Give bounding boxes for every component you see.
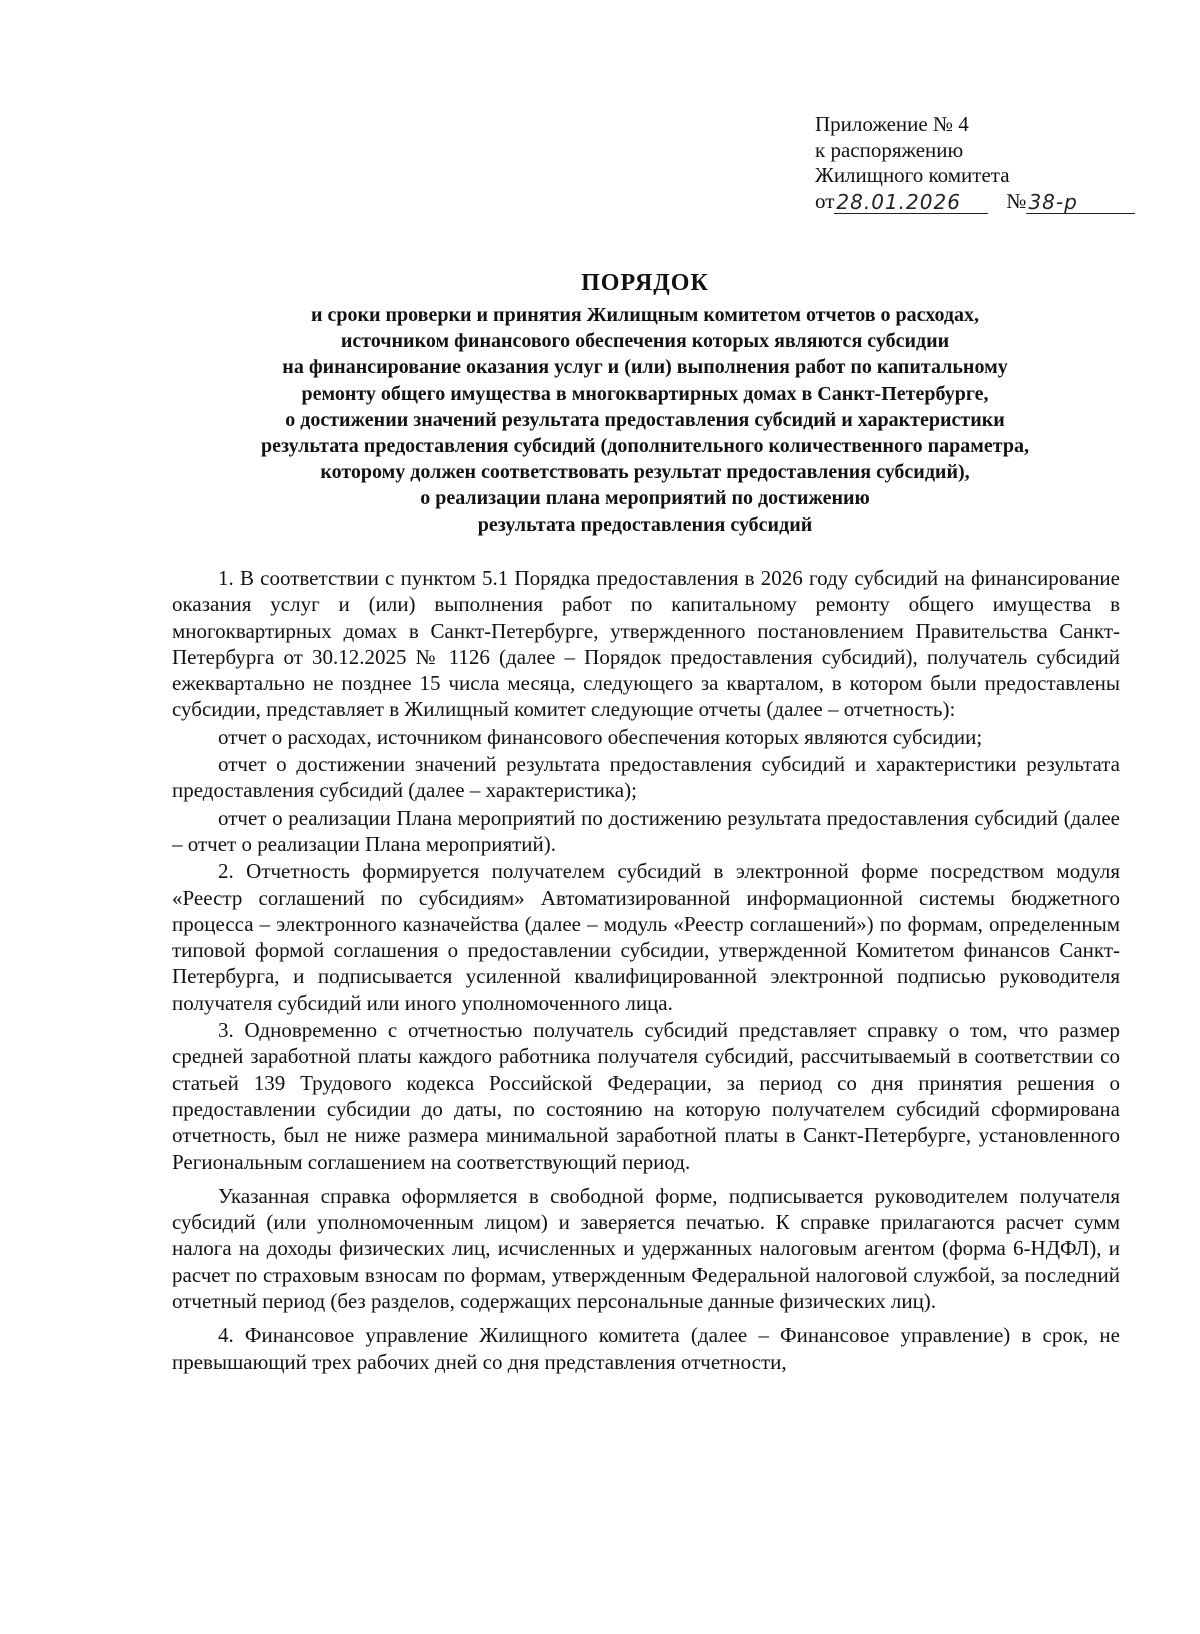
paragraph: 1. В соответствии с пунктом 5.1 Порядка предоставления в 2026 году субсидий на финансирование оказания услуг и (или) выполнения работ по капитальному ремонту общего имущества в многоквартирных домах в Санкт-Петербурге, утвержденного постановлением Правительства Санкт-Петербурга от 30.12.2025 № 1126 (далее – Порядок предоставления субсидий), получатель субсидий ежеквартально не позднее 15 числа месяца, следующего за кварталом, в котором были предоставлены субсидии, представляет в Жилищный комитет следующие отчеты (далее – отчетность): (172, 566, 1120, 722)
paragraph: отчет о реализации Плана мероприятий по достижению результата предоставления субсидий (далее – отчет о реализации Плана мероприятий). (172, 805, 1120, 856)
title-line: источником финансового обеспечения которых являются субсидии (340, 330, 950, 353)
title-line: и сроки проверки и принятия Жилищным комитетом отчетов о расходах, (310, 304, 980, 326)
annex-date-field (834, 191, 988, 214)
annex-date-number-row (815, 189, 1135, 215)
title-line: которому должен соответствовать результат предоставления субсидий), (320, 461, 970, 484)
annex-from-prefix: от (815, 188, 835, 213)
paragraph: 2. Отчетность формируется получателем субсидий в электронной форме посредством модуля «Реестр соглашений по субсидиям» Автоматизированной информационной системы бюджетного процесса – электронного казначейства (далее – модуль «Реестр соглашений») по формам, определенным типовой формой соглашения о предоставлении субсидии, утвержденной Комитетом финансов Санкт-Петербурга, и подписывается усиленной квалифицированной электронной подписью руководителя получателя субсидий или иного уполномоченного лица. (172, 859, 1120, 1015)
annex-number-handwritten: 38-р (1028, 190, 1078, 214)
paragraph: 3. Одновременно с отчетностью получатель субсидий представляет справку о том, что размер средней заработной платы каждого работника получателя субсидий, рассчитываемый в соответствии со статьей 139 Трудового кодекса Российской Федерации, за период со дня принятия решения о предоставлении субсидии до даты, по состоянию на которую получателем субсидий сформирована отчетность, был не ниже размера минимальной заработной платы в Санкт-Петербурге, установленного Региональным соглашением на соответствующий период. (172, 1018, 1120, 1174)
annex-number-prefix: № (1006, 188, 1027, 213)
title-line: о реализации плана мероприятий по достижению (420, 487, 870, 510)
paragraph: отчет о расходах, источником финансового обеспечения которых являются субсидии; (218, 724, 983, 749)
annex-line-1: Приложение № 4 (815, 112, 969, 136)
paragraph: отчет о достижении значений результата предоставления субсидий и характеристики результата предоставления субсидий (далее – характеристика); (172, 752, 1120, 803)
document-title (170, 268, 1120, 538)
title-line: результата предоставления субсидий (477, 513, 813, 536)
annex-header (815, 112, 1135, 214)
title-line: о достижении значений результата предоставления субсидий и характеристики (285, 408, 1005, 431)
title-line: на финансирование оказания услуг и (или) выполнения работ по капитальному (282, 356, 1008, 379)
annex-line-3: Жилищного комитета (815, 163, 1010, 187)
document-body (172, 565, 1120, 1376)
title-line: результата предоставления субсидий (дополнительного количественного параметра, (261, 435, 1029, 458)
title-line: ремонту общего имущества в многоквартирных домах в Санкт-Петербурге, (301, 382, 989, 405)
annex-number-field (1026, 191, 1135, 214)
annex-line-2: к распоряжению (815, 137, 964, 162)
annex-date-handwritten: 28.01.2026 (836, 190, 961, 214)
paragraph: Указанная справка оформляется в свободной форме, подписывается руководителем получателя субсидий (или уполномоченным лицом) и заверяется печатью. К справке прилагаются расчет сумм налога на доходы физических лиц, исчисленных и удержанных налоговым агентом (форма 6-НДФЛ), и расчет по страховым взносам по формам, утвержденным Федеральной налоговой службой, за последний отчетный период (без разделов, содержащих персональные данные физических лиц). (172, 1183, 1120, 1314)
paragraph: 4. Финансовое управление Жилищного комитета (далее – Финансовое управление) в срок, не превышающий трех рабочих дней со дня представления отчетности, (172, 1323, 1120, 1374)
title-main: ПОРЯДОК (581, 270, 709, 296)
